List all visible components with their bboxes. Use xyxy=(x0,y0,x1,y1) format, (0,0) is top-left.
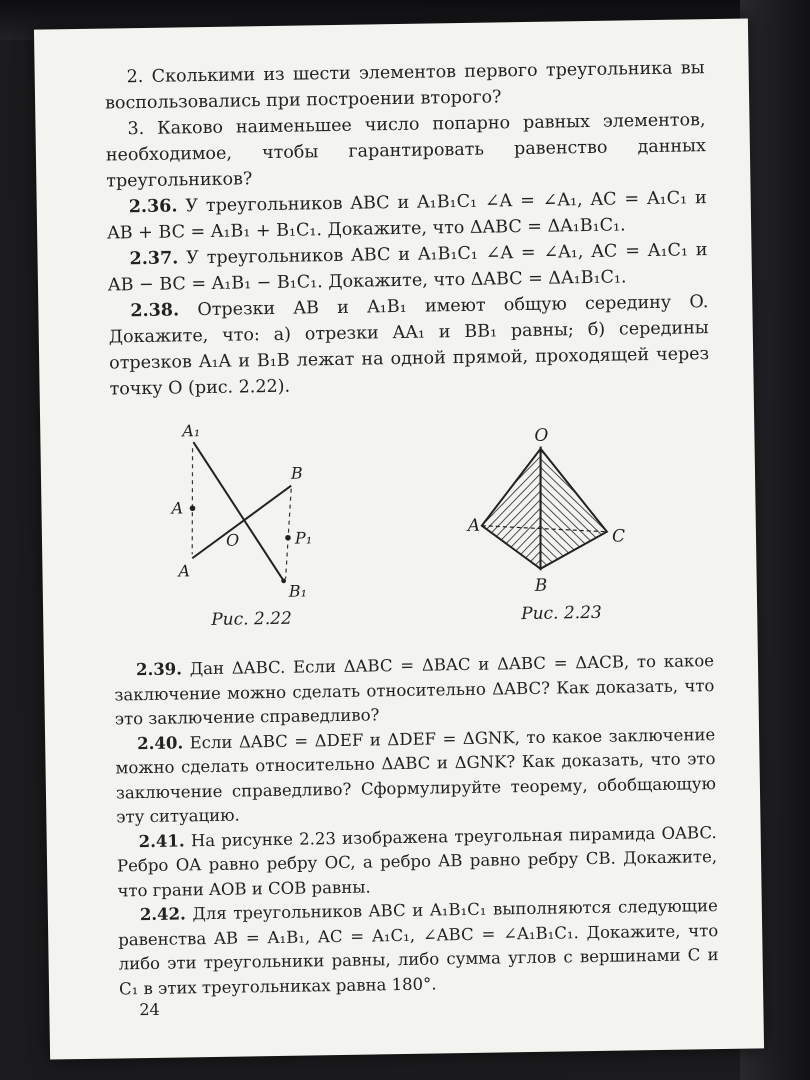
midpoint-p1 xyxy=(285,535,291,541)
dashed-segment-bb1 xyxy=(284,489,292,579)
dashed-segment-aa1 xyxy=(191,448,195,554)
problem-2-38 xyxy=(108,289,710,402)
label-b: B xyxy=(534,575,548,596)
caption-figure-2-22: Рис. 2.22 xyxy=(211,608,292,630)
problem-text: У треугольников ABC и A₁B₁C₁ ∠A = ∠A₁, AC = A₁C₁ и AB − BC = A₁B₁ − B₁C₁. Докажите, что ΔABC = ΔA₁B₁C₁. xyxy=(107,240,708,296)
problem-2-41 xyxy=(117,821,718,904)
problem-2-36 xyxy=(107,185,708,246)
problem-number: 2.38. xyxy=(130,300,180,322)
problem-number: 2.42. xyxy=(139,904,186,925)
caption-figure-2-23: Рис. 2.23 xyxy=(521,602,602,625)
bottom-text-block xyxy=(114,649,719,1001)
label-a-prime: A xyxy=(171,498,184,518)
segment-a1-b1 xyxy=(193,441,283,582)
label-p1: P₁ xyxy=(294,528,313,548)
problem-2-39 xyxy=(114,649,715,732)
label-b: B xyxy=(290,463,303,483)
midpoint-of-aa1 xyxy=(190,505,196,511)
figure-2-23 xyxy=(467,405,663,608)
problem-2-42 xyxy=(118,894,719,1001)
problem-number: 2.40. xyxy=(137,732,184,753)
label-a1: A₁ xyxy=(182,421,201,441)
top-text-block xyxy=(105,55,710,402)
label-o: O xyxy=(225,530,240,550)
label-a: A xyxy=(467,515,481,536)
label-b1: B₁ xyxy=(288,581,308,601)
question-2: 2. Сколькими из шести элементов первого треугольника вы воспользовались при построении второго? xyxy=(104,58,705,114)
face-cob xyxy=(539,448,608,569)
problem-number: 2.41. xyxy=(138,830,185,851)
figure-2-22 xyxy=(160,410,353,613)
segment-a-b xyxy=(191,486,292,559)
question-3: 3. Каково наименьшее число попарно равных элементов, необходимое, чтобы гарантировать равенство данных треугольников? xyxy=(105,110,707,192)
page-number: 24 xyxy=(139,999,160,1020)
problem-2-37 xyxy=(107,237,708,298)
label-o: O xyxy=(534,425,549,446)
problem-text: У треугольников ABC и A₁B₁C₁ ∠A = ∠A₁, AC = A₁C₁ и AB + BC = A₁B₁ + B₁C₁. Докажите, что ΔABC = ΔA₁B₁C₁. xyxy=(107,188,707,244)
problem-number: 2.39. xyxy=(135,659,183,680)
face-aob xyxy=(481,449,543,570)
label-c: C xyxy=(611,526,626,547)
problem-text: На рисунке 2.23 изображена треугольная пирамида OABC. Ребро OA равно ребру OC, а ребро AB равно ребру CB. Докажите, что грани AOB и COB равны. xyxy=(116,822,718,900)
problem-text: Отрезки AB и A₁B₁ имеют общую середину O. Докажите, что: а) отрезки AA₁ и BB₁ равны; б) середины отрезков A₁A и B₁B лежат на одной прямой, проходящей через точку O (рис. 2.22). xyxy=(108,292,710,400)
problem-text: Для треугольников ABC и A₁B₁C₁ выполняются следующие равенства AB = A₁B₁, AC = A₁C₁, ∠ABC = ∠A₁B₁C₁. Докажите, что либо эти треугольники равны, либо сумма углов с вершинами C и C₁ в этих треугольниках равна 180°. xyxy=(118,896,719,998)
book-page xyxy=(34,18,764,1059)
problem-number: 2.36. xyxy=(128,196,178,218)
problem-text: Если ΔABC = ΔDEF и ΔDEF = ΔGNK, то какое заключение можно сделать относительно ΔABC и ΔGNK? Как доказать, что это заключение справедливо? Сформулируйте теорему, обобщающую эту ситуацию. xyxy=(115,724,717,827)
problem-2-40 xyxy=(115,723,716,830)
label-a: A xyxy=(178,561,191,581)
problem-text: Дан ΔABC. Если ΔABC = ΔBAC и ΔABC = ΔACB, то какое заключение можно сделать относительно ΔABC? Как доказать, что это заключение справедливо? xyxy=(114,651,715,729)
problem-number: 2.37. xyxy=(129,248,179,270)
